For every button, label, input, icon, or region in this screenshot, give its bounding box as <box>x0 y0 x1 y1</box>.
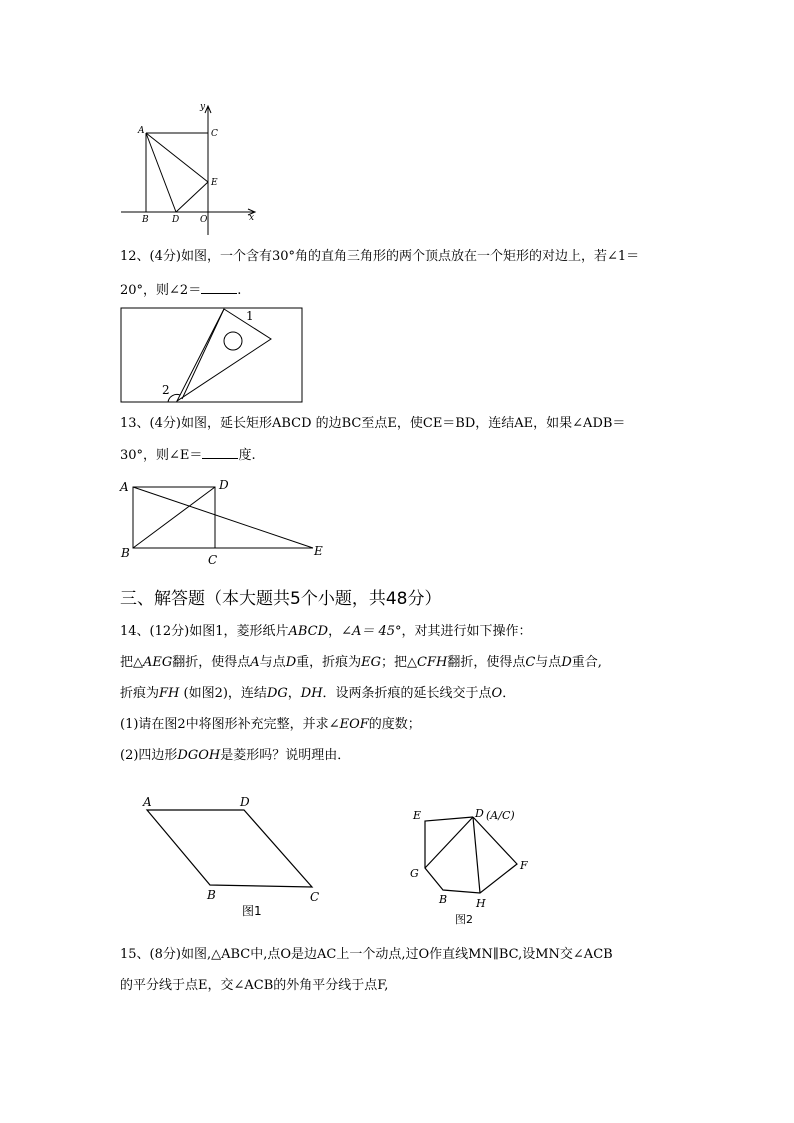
q14-p1-pre: (1)请在图2中将图形补充完整，并求 <box>120 717 329 732</box>
label-ac: (A/C) <box>486 809 515 822</box>
label-d: D <box>240 795 250 809</box>
angle-1-label: 1 <box>246 309 254 323</box>
q14-l2g: 与点 <box>535 655 562 670</box>
q14-p2-post: 是菱形吗？说明理由． <box>220 748 351 763</box>
label-e: E <box>413 809 422 822</box>
q14-dh: DH <box>300 686 323 701</box>
q14-comma: ， <box>287 686 301 701</box>
label-c: C <box>211 129 218 139</box>
q14-abcd: ABCD <box>288 624 329 639</box>
q14-l3a: 折痕为 <box>120 686 160 701</box>
label-x: x <box>249 213 255 223</box>
q13-line2-post: 度. <box>238 448 256 463</box>
q12-line2-pre: 20°，则∠2＝ <box>120 283 202 298</box>
q12-answer-blank[interactable] <box>201 281 237 294</box>
q12-line2-post: . <box>237 283 242 298</box>
q13-line2 <box>120 446 256 465</box>
label-d: D <box>475 807 484 820</box>
q14-line1-pre: 14、(12分)如图1，菱形纸片 <box>120 624 289 639</box>
label-b: B <box>207 888 216 902</box>
label-b: B <box>142 215 149 225</box>
q12-line1: 12、(4分)如图，一个含有30°角的直角三角形的两个顶点放在一个矩形的对边上，若∠1＝ <box>120 249 640 264</box>
q14-angle-a: ∠A＝ 45° <box>341 624 402 639</box>
q14-a: A <box>250 655 260 670</box>
q14-line1-post: ，对其进行如下操作： <box>401 624 532 639</box>
q14-sep: ， <box>328 624 342 639</box>
q14-p1-post: 的度数； <box>368 717 421 732</box>
q14-c: C <box>525 655 536 670</box>
caption-fig2: 图2 <box>455 913 473 926</box>
q13-answer-blank[interactable] <box>202 446 238 459</box>
q14-part2 <box>120 747 350 765</box>
label-o: O <box>200 215 208 225</box>
rectangle <box>121 308 302 402</box>
q14-l3b: (如图2)，连结 <box>179 686 267 701</box>
coordinate-figure <box>115 100 265 240</box>
q13-line1: 13、(4分)如图，延长矩形ABCD 的边BC至点E，使CE＝BD，连结AE，如果∠ADB＝ <box>120 416 626 431</box>
diagonal-bd <box>133 487 215 548</box>
q14-dgoh: DGOH <box>177 748 221 763</box>
q14-line3 <box>120 685 515 703</box>
q14-eg: EG <box>361 655 382 670</box>
triangle <box>177 309 271 401</box>
q14-l2h: 重合, <box>571 655 602 670</box>
label-y: y <box>200 102 206 112</box>
q14-l2b: 翻折，使得点 <box>172 655 251 670</box>
q14-line1 <box>120 623 532 641</box>
q14-figure-1 <box>140 793 340 923</box>
rhombus-abcd <box>147 810 312 887</box>
q14-l3c: ．设两条折痕的延长线交于点 <box>322 686 492 701</box>
q14-l3d: ． <box>502 686 516 701</box>
label-e: E <box>211 178 218 188</box>
q14-eof: ∠EOF <box>328 717 369 732</box>
q12-figure <box>120 307 304 403</box>
label-a: A <box>143 795 152 809</box>
q14-l2c: 与点 <box>259 655 286 670</box>
label-a: A <box>138 126 145 136</box>
q14-part1 <box>120 716 421 734</box>
q14-p2-pre: (2)四边形 <box>120 748 178 763</box>
segment-de <box>176 182 208 212</box>
triangle-inner-edge <box>182 309 224 399</box>
label-a: A <box>120 480 129 494</box>
q15-line2: 的平分线于点E，交∠ACB的外角平分线于点F, <box>120 978 389 993</box>
segment-dh <box>473 817 480 893</box>
label-g: G <box>410 867 419 880</box>
q14-d: D <box>285 655 297 670</box>
q14-d2: D <box>561 655 572 670</box>
angle-2-label: 2 <box>162 383 170 397</box>
q14-o: O <box>491 686 503 701</box>
label-e: E <box>314 544 323 558</box>
segment-dg <box>425 817 473 868</box>
q14-l2a: 把△ <box>120 655 143 670</box>
polygon-outline <box>425 817 517 893</box>
q13-figure <box>118 477 324 569</box>
triangle-hole <box>224 332 242 350</box>
label-d: D <box>172 215 180 225</box>
label-f: F <box>520 859 528 872</box>
q14-l2e: ；把△ <box>381 655 418 670</box>
q14-figure-2 <box>405 803 540 928</box>
label-c: C <box>310 890 320 904</box>
q15-line1: 15、(8分)如图,△ABC中,点O是边AC上一个动点,过O作直线MN∥BC,设MN交∠ACB <box>120 947 613 962</box>
q13-line2-pre: 30°，则∠E＝ <box>120 448 203 463</box>
q12-line2 <box>120 281 241 300</box>
q14-dg: DG <box>266 686 288 701</box>
q14-l2f: 翻折，使得点 <box>447 655 526 670</box>
q14-line2 <box>120 654 602 672</box>
label-c: C <box>208 553 218 567</box>
segment-ae <box>133 487 313 548</box>
q14-l2d: 重，折痕为 <box>296 655 362 670</box>
q14-aeg: AEG <box>143 655 173 670</box>
label-b: B <box>121 546 130 560</box>
label-d: D <box>219 478 229 492</box>
label-h: H <box>476 897 486 910</box>
q14-fh: FH <box>159 686 180 701</box>
caption-fig1: 图1 <box>242 904 262 918</box>
section-3-title: 三、解答题（本大题共5个小题，共48分） <box>120 589 442 609</box>
label-b: B <box>439 893 448 906</box>
q14-cfh: CFH <box>417 655 448 670</box>
